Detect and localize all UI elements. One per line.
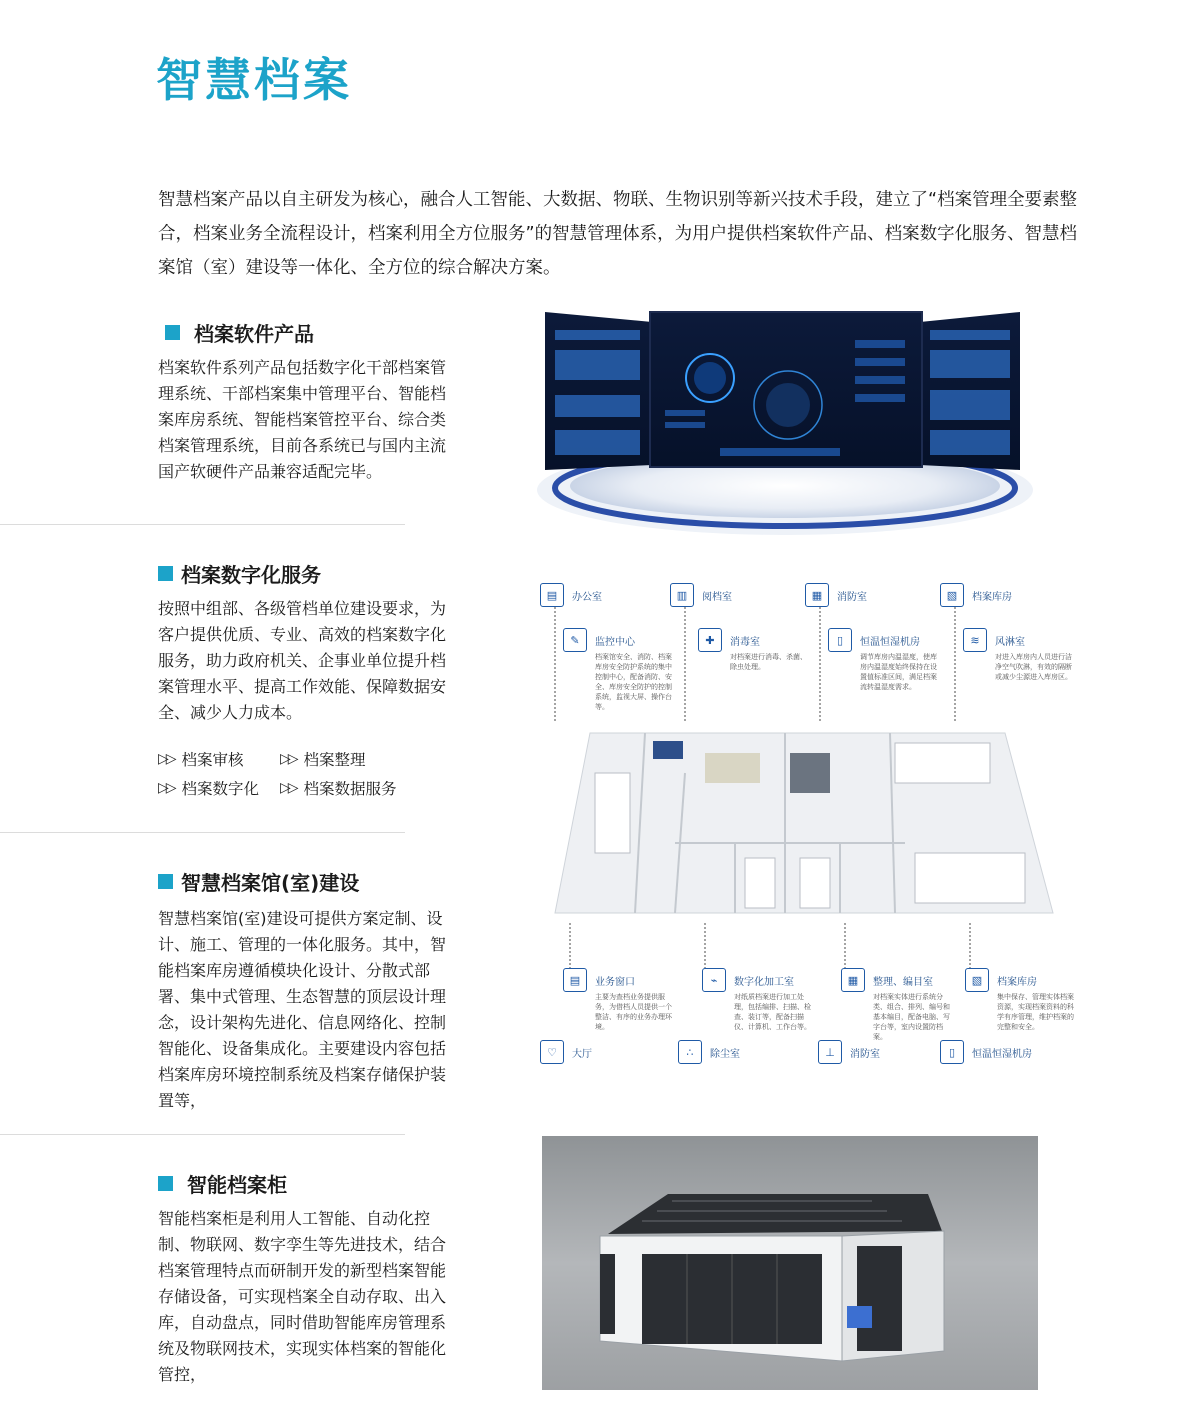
room-detail-name: 消毒室 <box>730 636 760 648</box>
room-detail-desc: 调节库房内温湿度，使库房内温湿度始终保持在设置值标准区间，满足档案流转温湿度需求。 <box>860 653 937 691</box>
archive-floorplan-illustration <box>535 573 1074 1073</box>
digitization-icon: ⌁ <box>702 968 726 992</box>
smart-cabinet-illustration <box>542 1136 1038 1390</box>
section-divider <box>0 524 405 525</box>
room-label <box>678 1040 740 1064</box>
room-detail-name: 风淋室 <box>995 636 1025 648</box>
reading-room-icon: ▥ <box>670 583 694 607</box>
room-detail-name: 监控中心 <box>595 636 635 648</box>
room-detail <box>828 628 940 692</box>
double-arrow-icon: ▷▷ <box>280 751 296 767</box>
room-label-text: 消防室 <box>850 1048 880 1060</box>
room-label <box>670 583 732 607</box>
section-heading-text: 智慧档案馆(室)建设 <box>181 871 360 895</box>
room-detail-desc: 对档案实体进行系统分类、组合、排列、编号和基本编目，配备电脑、写字台等，室内设置防档案。 <box>873 993 950 1041</box>
room-detail-desc: 主要为查档业务提供服务，为借档人员提供一个整洁、有序的业务办理环境。 <box>595 993 672 1031</box>
section-heading-text: 档案软件产品 <box>194 322 314 346</box>
room-label-text: 消防室 <box>837 591 867 603</box>
climate-control-icon: ▯ <box>828 628 852 652</box>
room-detail <box>841 968 953 1042</box>
double-arrow-icon: ▷▷ <box>158 751 174 767</box>
service-tag-label: 档案数字化 <box>181 780 260 798</box>
section-heading-archive-building <box>158 867 359 896</box>
air-shower-icon: ≋ <box>963 628 987 652</box>
fire-room-icon: ⊥ <box>818 1040 842 1064</box>
room-label <box>818 1040 880 1064</box>
archive-storage-icon: ▧ <box>940 583 964 607</box>
intro-paragraph: 智慧档案产品以自主研发为核心，融合人工智能、大数据、物联、生物识别等新兴技术手段，建立了“档案管理全要素整合，档案业务全流程设计，档案利用全方位服务”的智慧管理体系，为用户提供档案软件产品、档案数字化服务、智慧档案馆（室）建设等一体化、全方位的综合解决方案。 <box>158 190 1078 278</box>
room-detail <box>965 968 1077 1032</box>
section-heading-text: 智能档案柜 <box>187 1173 287 1197</box>
room-detail-name: 恒温恒湿机房 <box>860 636 920 648</box>
room-detail-name: 业务窗口 <box>595 976 635 988</box>
room-detail-name: 档案库房 <box>997 976 1037 988</box>
section-body-digitization: 按照中组部、各级管档单位建设要求，为客户提供优质、专业、高效的档案数字化服务，助力政府机关、企事业单位提升档案管理水平、提高工作效能、保障数据安全、减少人力成本。 <box>158 599 447 722</box>
dust-removal-icon: ∴ <box>678 1040 702 1064</box>
room-detail <box>702 968 814 1032</box>
room-detail-desc: 对进入库房内人员进行洁净空气吹淋，有效的隔断或减少尘源进入库房区。 <box>995 653 1072 681</box>
service-tag <box>280 748 366 770</box>
double-arrow-icon: ▷▷ <box>280 780 296 796</box>
lobby-icon: ♡ <box>540 1040 564 1064</box>
section-bullet-icon <box>165 325 180 340</box>
section-divider <box>0 832 405 833</box>
room-label-text: 档案库房 <box>972 591 1012 603</box>
section-body-cabinet: 智能档案柜是利用人工智能、自动化控制、物联网、数字孪生等先进技术，结合档案管理特点而研制开发的新型档案智能存储设备，可实现档案全自动存取、出入库，自动盘点，同时借助智能库房管理系统及物联网技术，实现实体档案的智能化管控， <box>158 1209 447 1384</box>
room-label <box>540 583 602 607</box>
room-detail-name: 数字化加工室 <box>734 976 794 988</box>
room-label-text: 恒温恒湿机房 <box>972 1048 1032 1060</box>
section-heading-cabinet <box>158 1169 287 1198</box>
page-title: 智慧档案 <box>156 53 352 107</box>
service-tag-label: 档案审核 <box>181 751 244 769</box>
section-heading-software <box>165 318 314 347</box>
room-detail-desc: 对档案进行消毒、杀菌、除虫处理。 <box>730 653 807 671</box>
section-body-archive-building: 智慧档案馆(室)建设可提供方案定制、设计、施工、管理的一体化服务。其中，智能档案库房遵循模块化设计、分散式部署、集中式管理、生态智慧的顶层设计理念，设计架构先进化、信息网络化、控制智能化、设备集成化。主要建设内容包括档案库房环境控制系统及档案存储保护装置等， <box>158 909 447 1110</box>
room-detail <box>963 628 1075 682</box>
service-tag-label: 档案整理 <box>303 751 366 769</box>
section-body-software: 档案软件系列产品包括数字化干部档案管理系统、干部档案集中管理平台、智能档案库房系统、智能档案管控平台、综合类档案管理系统，目前各系统已与国内主流国产软硬件产品兼容适配完毕。 <box>158 358 447 481</box>
section-heading-digitization <box>158 559 321 588</box>
office-icon: ▤ <box>540 583 564 607</box>
room-detail-desc: 集中保存、管理实体档案资源，实现档案资料的科学有序管理，维护档案的完整和安全。 <box>997 993 1074 1031</box>
room-label <box>940 1040 1032 1064</box>
archive-storage-icon: ▧ <box>965 968 989 992</box>
section-heading-text: 档案数字化服务 <box>181 563 321 587</box>
room-label <box>805 583 867 607</box>
room-label-text: 阅档室 <box>702 591 732 603</box>
cataloging-icon: ▦ <box>841 968 865 992</box>
double-arrow-icon: ▷▷ <box>158 780 174 796</box>
service-tag-label: 档案数据服务 <box>303 780 397 798</box>
service-tag <box>158 748 244 770</box>
disinfection-icon: ✚ <box>698 628 722 652</box>
service-tag <box>280 777 397 799</box>
room-label-text: 大厅 <box>572 1048 592 1060</box>
room-label <box>540 1040 592 1064</box>
software-screens-illustration <box>520 300 1050 540</box>
monitor-center-icon: ✎ <box>563 628 587 652</box>
section-divider <box>0 1134 405 1135</box>
section-bullet-icon <box>158 874 173 889</box>
room-label-text: 除尘室 <box>710 1048 740 1060</box>
fire-room-icon: ▦ <box>805 583 829 607</box>
room-detail-desc: 档案馆安全、消防、档案库房安全防护系统的集中控制中心，配备消防、安全、库房安全防护的控制系统，监视大屏、操作台等。 <box>595 653 672 711</box>
room-label-text: 办公室 <box>572 591 602 603</box>
room-label <box>940 583 1012 607</box>
section-bullet-icon <box>158 1176 173 1191</box>
service-window-icon: ▤ <box>563 968 587 992</box>
room-detail <box>563 628 675 712</box>
climate-control-icon: ▯ <box>940 1040 964 1064</box>
room-detail-desc: 对纸质档案进行加工处理，包括编排、扫描、检查、装订等，配备扫描仪、计算机、工作台等。 <box>734 993 811 1031</box>
room-detail <box>563 968 675 1032</box>
room-detail-name: 整理、编目室 <box>873 976 933 988</box>
room-detail <box>698 628 810 672</box>
section-bullet-icon <box>158 566 173 581</box>
service-tag <box>158 777 259 799</box>
